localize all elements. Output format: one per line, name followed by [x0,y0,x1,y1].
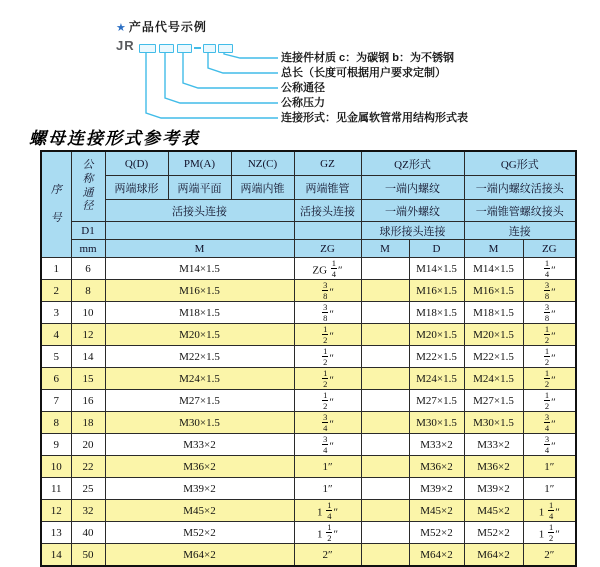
header-col-gz: GZ [294,151,361,176]
m-cell: M45×2 [105,500,294,522]
header-col-q: Q(D) [105,151,168,176]
qg-m-cell: M16×1.5 [464,280,523,302]
gz-cell: $\frac{1}{2}$ ″ [294,368,361,390]
product-code-example-text: 产品代号示例 [128,20,207,34]
table-row [41,368,576,390]
header-qg-m-label: M [464,240,523,258]
dn-cell: 50 [71,544,105,567]
table-row [41,434,576,456]
table-row [41,390,576,412]
m-cell: M30×1.5 [105,412,294,434]
header-seq: 序号 [41,151,71,258]
qg-m-cell: M27×1.5 [464,390,523,412]
gz-cell: $\frac{1}{2}$ ″ [294,390,361,412]
qz-d-cell: M14×1.5 [409,258,464,280]
qz-m-cell [361,434,409,456]
dn-cell: 22 [71,456,105,478]
header-col-qg: QG形式 [464,151,576,176]
header-qz-d-label: D [409,240,464,258]
header-empty-gz [294,222,361,240]
connector-line [208,53,278,73]
qz-m-cell [361,522,409,544]
qg-zg-cell: $\frac{3}{8}$ ″ [523,280,576,302]
qg-m-cell: M14×1.5 [464,258,523,280]
label-nominal-pressure: 公称压力 [281,97,325,109]
table-row [41,456,576,478]
qz-d-cell: M30×1.5 [409,412,464,434]
qg-zg-cell: 1″ [523,478,576,500]
qg-m-cell: M45×2 [464,500,523,522]
qz-d-cell: M52×2 [409,522,464,544]
header-col-nz: NZ(C) [231,151,294,176]
qg-zg-cell: $\frac{3}{8}$ ″ [523,302,576,324]
qz-d-cell: M27×1.5 [409,390,464,412]
seq-cell: 9 [41,434,71,456]
star-icon: ★ [116,22,127,34]
header-m-label: M [105,240,294,258]
qg-zg-cell: $\frac{3}{4}$ ″ [523,412,576,434]
label-material: 连接件材质 c：为碳钢 b：为不锈钢 [281,52,454,64]
header-gz-desc: 两端锥管 [294,176,361,200]
header-gz-conn: 活接头连接 [294,200,361,222]
qz-m-cell [361,478,409,500]
table-body [41,258,576,567]
header-d1: D1 [71,222,105,240]
m-cell: M18×1.5 [105,302,294,324]
qg-m-cell: M22×1.5 [464,346,523,368]
table-row [41,500,576,522]
seq-cell: 1 [41,258,71,280]
dn-cell: 12 [71,324,105,346]
dn-cell: 14 [71,346,105,368]
table-row [41,544,576,567]
m-cell: M20×1.5 [105,324,294,346]
dn-cell: 40 [71,522,105,544]
table-row [41,280,576,302]
nut-connection-reference-table [40,150,577,567]
m-cell: M36×2 [105,456,294,478]
connector-line [165,53,278,103]
qz-m-cell [361,544,409,567]
header-qz-conn: 球形接头连接 [361,222,464,240]
qz-m-cell [361,368,409,390]
qg-zg-cell: 1 $\frac{1}{4}$ ″ [523,500,576,522]
dn-cell: 8 [71,280,105,302]
m-cell: M39×2 [105,478,294,500]
qz-d-cell: M39×2 [409,478,464,500]
connector-line [146,53,278,118]
qz-m-cell [361,258,409,280]
qg-m-cell: M39×2 [464,478,523,500]
header-mm: mm [71,240,105,258]
header-empty-left [105,222,294,240]
gz-cell: 1″ [294,478,361,500]
seq-cell: 8 [41,412,71,434]
m-cell: M64×2 [105,544,294,567]
qg-zg-cell: 1″ [523,456,576,478]
code-prefix: JR [116,38,135,53]
qz-d-cell: M45×2 [409,500,464,522]
seq-cell: 12 [41,500,71,522]
header-dn: 公称通径 [71,151,105,222]
dn-cell: 6 [71,258,105,280]
qz-d-cell: M16×1.5 [409,280,464,302]
header-col-pm: PM(A) [168,151,231,176]
m-cell: M22×1.5 [105,346,294,368]
header-qg-conn: 连接 [464,222,576,240]
qz-d-cell: M20×1.5 [409,324,464,346]
table-row [41,522,576,544]
qg-m-cell: M20×1.5 [464,324,523,346]
qg-m-cell: M24×1.5 [464,368,523,390]
qz-d-cell: M64×2 [409,544,464,567]
gz-cell: 2″ [294,544,361,567]
gz-cell: $\frac{3}{8}$ ″ [294,302,361,324]
label-total-length: 总长（长度可根据用户要求定制） [281,67,446,79]
dn-cell: 16 [71,390,105,412]
dn-cell: 20 [71,434,105,456]
qg-m-cell: M64×2 [464,544,523,567]
seq-cell: 10 [41,456,71,478]
qz-d-cell: M24×1.5 [409,368,464,390]
seq-cell: 2 [41,280,71,302]
header-qg-desc1: 一端内螺纹活接头 [464,176,576,200]
table-row [41,302,576,324]
dn-cell: 25 [71,478,105,500]
qg-zg-cell: 1 $\frac{1}{2}$ ″ [523,522,576,544]
m-cell: M27×1.5 [105,390,294,412]
seq-cell: 3 [41,302,71,324]
qg-zg-cell: $\frac{1}{2}$ ″ [523,390,576,412]
qz-m-cell [361,302,409,324]
qg-m-cell: M52×2 [464,522,523,544]
header-qz-m-label: M [361,240,409,258]
gz-cell: ZG $\frac{1}{4}$ ″ [294,258,361,280]
gz-cell: 1 $\frac{1}{4}$ ″ [294,500,361,522]
table-row [41,324,576,346]
gz-cell: $\frac{3}{8}$ ″ [294,280,361,302]
dn-cell: 15 [71,368,105,390]
header-qz-desc2: 一端外螺纹 [361,200,464,222]
label-connection-form: 连接形式：见金属软管常用结构形式表 [281,112,468,124]
seq-cell: 6 [41,368,71,390]
header-qz-desc1: 一端内螺纹 [361,176,464,200]
table-row [41,412,576,434]
seq-cell: 14 [41,544,71,567]
qg-zg-cell: 2″ [523,544,576,567]
header-qg-zg-label: ZG [523,240,576,258]
table-title: 螺母连接形式参考表 [29,129,200,148]
qz-m-cell [361,412,409,434]
connector-line [224,53,278,58]
dn-cell: 10 [71,302,105,324]
dn-cell: 32 [71,500,105,522]
m-cell: M16×1.5 [105,280,294,302]
gz-cell: 1″ [294,456,361,478]
gz-cell: 1 $\frac{1}{2}$ ″ [294,522,361,544]
qz-m-cell [361,324,409,346]
seq-cell: 5 [41,346,71,368]
qz-m-cell [361,280,409,302]
qg-m-cell: M36×2 [464,456,523,478]
qz-m-cell [361,390,409,412]
seq-cell: 4 [41,324,71,346]
gz-cell: $\frac{1}{2}$ ″ [294,346,361,368]
qg-zg-cell: $\frac{1}{2}$ ″ [523,346,576,368]
qz-d-cell: M22×1.5 [409,346,464,368]
qg-zg-cell: $\frac{3}{4}$ ″ [523,434,576,456]
table-header [41,151,576,258]
m-cell: M52×2 [105,522,294,544]
qz-d-cell: M33×2 [409,434,464,456]
gz-cell: $\frac{3}{4}$ ″ [294,412,361,434]
qg-m-cell: M33×2 [464,434,523,456]
header-col-qz: QZ形式 [361,151,464,176]
qz-m-cell [361,456,409,478]
seq-cell: 13 [41,522,71,544]
label-nominal-diameter: 公称通径 [281,82,325,94]
m-cell: M33×2 [105,434,294,456]
qg-zg-cell: $\frac{1}{4}$ ″ [523,258,576,280]
header-zg-label: ZG [294,240,361,258]
seq-cell: 11 [41,478,71,500]
gz-cell: $\frac{3}{4}$ ″ [294,434,361,456]
table-row [41,346,576,368]
qg-zg-cell: $\frac{1}{2}$ ″ [523,368,576,390]
m-cell: M14×1.5 [105,258,294,280]
qz-d-cell: M36×2 [409,456,464,478]
qg-m-cell: M30×1.5 [464,412,523,434]
qg-m-cell: M18×1.5 [464,302,523,324]
header-qg-desc2: 一端锥管螺纹接头 [464,200,576,222]
qg-zg-cell: $\frac{1}{2}$ ″ [523,324,576,346]
qz-m-cell [361,500,409,522]
header-q-desc: 两端球形 [105,176,168,200]
qz-d-cell: M18×1.5 [409,302,464,324]
qz-m-cell [361,346,409,368]
table-row [41,478,576,500]
m-cell: M24×1.5 [105,368,294,390]
header-union-conn: 活接头连接 [105,200,294,222]
header-pm-desc: 两端平面 [168,176,231,200]
seq-cell: 7 [41,390,71,412]
header-nz-desc: 两端内锥 [231,176,294,200]
table-row [41,258,576,280]
dn-cell: 18 [71,412,105,434]
gz-cell: $\frac{1}{2}$ ″ [294,324,361,346]
